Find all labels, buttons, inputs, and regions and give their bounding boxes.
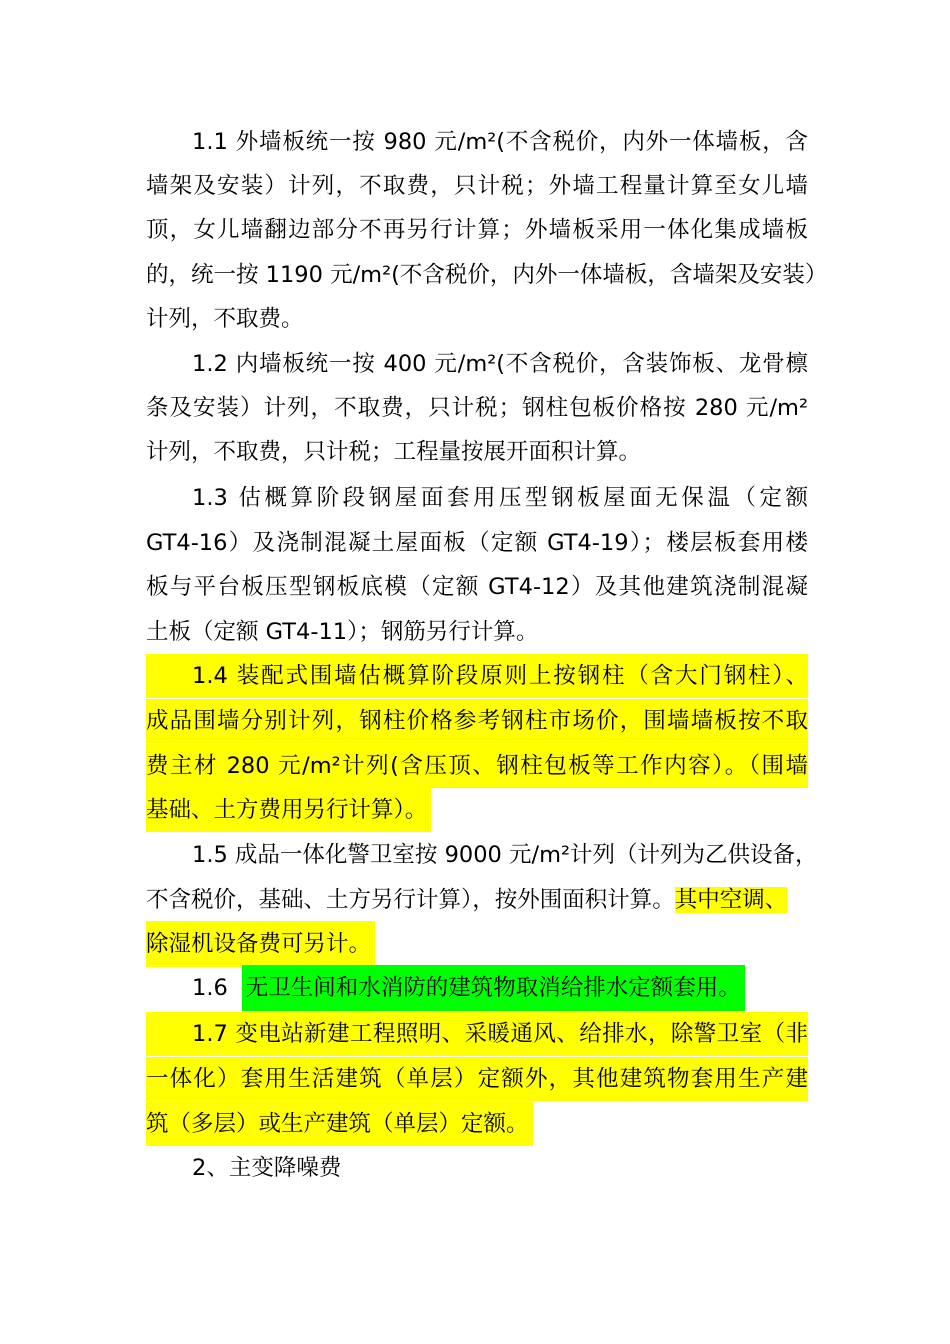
para-1-1-line-4: 的，统一按 1190 元/m²(不含税价，内外一体墙板，含墙架及安装） — [146, 262, 828, 288]
para-1-2-line-2: 条及安装）计列，不取费，只计税；钢柱包板价格按 280 元/m² — [146, 395, 808, 421]
para-1-4-line-1: 1.4 装配式围墙估概算阶段原则上按钢柱（含大门钢柱）、 — [146, 654, 808, 698]
para-1-1-line-5: 计列，不取费。 — [146, 306, 304, 332]
para-1-4-line-4: 基础、土方费用另行计算）。 — [146, 788, 431, 832]
para-1-6-line-1 — [192, 966, 745, 1010]
para-1-7-line-1: 1.7 变电站新建工程照明、采暖通风、给排水，除警卫室（非 — [146, 1012, 808, 1056]
para-1-4-line-2: 成品围墙分别计列，钢柱价格参考钢柱市场价，围墙墙板按不取 — [146, 699, 808, 743]
para-1-4-line-3: 费主材 280 元/m²计列(含压顶、钢柱包板等工作内容）。（围墙 — [146, 744, 808, 788]
para-1-3-line-4: 土板（定额 GT4-11）；钢筋另行计算。 — [146, 619, 539, 645]
para-1-6-highlight: 无卫生间和水消防的建筑物取消给排水定额套用。 — [242, 965, 745, 1011]
para-1-1-line-1: 1.1 外墙板统一按 980 元/m²(不含税价，内外一体墙板，含 — [192, 129, 808, 155]
para-1-7-line-2: 一体化）套用生活建筑（单层）定额外，其他建筑物套用生产建 — [146, 1057, 808, 1101]
para-1-3-line-2: GT4-16）及浇制混凝土屋面板（定额 GT4-19）；楼层板套用楼 — [146, 530, 808, 556]
para-1-1-line-3: 顶，女儿墙翻边部分不再另行计算；外墙板采用一体化集成墙板 — [146, 217, 808, 243]
para-1-5-line-2-plain: 不含税价，基础、土方另行计算），按外围面积计算。 — [146, 887, 675, 913]
section-2-heading: 2、主变降噪费 — [192, 1155, 342, 1181]
para-1-1-line-2: 墙架及安装）计列，不取费，只计税；外墙工程量计算至女儿墙 — [146, 173, 808, 199]
para-1-2-line-1: 1.2 内墙板统一按 400 元/m²(不含税价，含装饰板、龙骨檩 — [192, 351, 808, 377]
para-1-3-line-3: 板与平台板压型钢板底模（定额 GT4-12）及其他建筑浇制混凝 — [146, 574, 808, 600]
para-1-6-number: 1.6 — [192, 975, 228, 1001]
para-1-5-line-3-highlight: 除湿机设备费可另计。 — [146, 921, 375, 967]
para-1-7-line-3: 筑（多层）或生产建筑（单层）定额。 — [146, 1102, 533, 1146]
para-1-3-line-1: 1.3 估概算阶段钢屋面套用压型钢板屋面无保温（定额 — [192, 485, 808, 511]
para-1-5-line-1: 1.5 成品一体化警卫室按 9000 元/m²计列（计列为乙供设备， — [192, 842, 818, 868]
para-1-5-line-2-highlight: 其中空调、 — [674, 887, 788, 913]
para-1-5-line-2 — [146, 878, 787, 922]
para-1-5-line-3 — [146, 922, 375, 966]
para-1-2-line-3: 计列，不取费，只计税；工程量按展开面积计算。 — [146, 439, 642, 465]
